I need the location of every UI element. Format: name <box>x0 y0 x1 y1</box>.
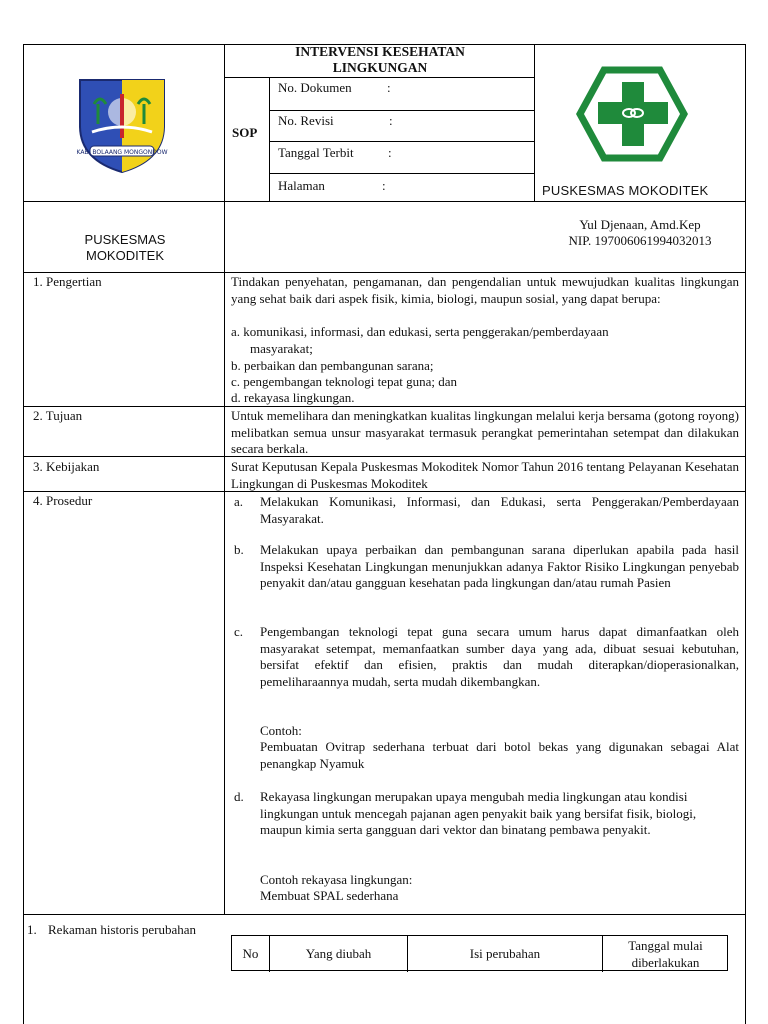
prosedur-marker-b: b. <box>234 542 244 557</box>
prosedur-item-c: Pengembangan teknologi tepat guna secara umum harus dapat dimanfaatkan oleh masyarakat setempat, memanfaatkan sumber daya yang ada, dibuat sesuai kebutuhan, bersifat efektif dan efisien, praktis dan mudah diterapkan/dioperasionalkan, pemeliharaannya mudah, serta mudah dikembangkan. <box>260 624 739 689</box>
signer-name: Yul Djenaan, Amd.Kep <box>579 217 701 232</box>
field-halaman: Halaman <box>278 178 325 193</box>
prosedur-marker-c: c. <box>234 624 244 639</box>
rekaman-num: 1. <box>27 922 37 937</box>
field-no-dokumen: No. Dokumen <box>278 80 352 95</box>
prosedur-item-a: Melakukan Komunikasi, Informasi, dan Edukasi, serta Penggerakan/Pemberdayaan Masyarakat. <box>260 494 739 526</box>
prosedur-contoh-d-label: Contoh rekayasa lingkungan: <box>260 872 413 887</box>
revision-table <box>231 935 728 971</box>
prosedur-marker-a: a. <box>234 494 244 509</box>
field-no-revisi-sep: : <box>389 113 393 128</box>
revision-col-tanggal: Tanggal mulai diberlakukan <box>628 938 703 970</box>
sop-label: SOP <box>232 125 258 140</box>
prosedur-item-d: Rekayasa lingkungan merupakan upaya mengubah media lingkungan atau kondisi lingkungan untuk mencegah pajanan agen penyakit baik yang bersifat fisik, biologi, maupun kimia serta gangguan dari vektor dan binatang pembawa penyakit. <box>260 789 697 837</box>
pengertian-text: Tindakan penyehatan, pengamanan, dan pengendalian untuk mewujudkan kualitas lingkungan yang sehat baik dari aspek fisik, kimia, biologi, maupun sosial, yang dapat berupa: <box>231 274 739 306</box>
field-tanggal-terbit: Tanggal Terbit <box>278 145 354 160</box>
prosedur-marker-d: d. <box>234 789 244 804</box>
revision-col-yang-diubah: Yang diubah <box>305 946 372 961</box>
field-halaman-sep: : <box>382 178 386 193</box>
kebijakan-text: Surat Keputusan Kepala Puskesmas Mokoditek Nomor Tahun 2016 tentang Pelayanan Kesehatan Lingkungan di Puskesmas Mokoditek <box>231 459 739 491</box>
puskesmas-name-header: PUSKESMAS MOKODITEK <box>542 183 709 198</box>
rekaman-label: Rekaman historis perubahan <box>48 922 197 937</box>
prosedur-contoh-c: Pembuatan Ovitrap sederhana terbuat dari botol bekas yang digunakan sebagai Alat penangkap Nyamuk <box>260 739 739 771</box>
revision-col-isi: Isi perubahan <box>469 946 541 961</box>
pengertian-item-b: b. perbaikan dan pembangunan sarana; <box>231 358 434 373</box>
field-tanggal-terbit-sep: : <box>388 145 392 160</box>
pengertian-item-d: d. rekayasa lingkungan. <box>231 390 355 405</box>
section-label-tujuan: 2. Tujuan <box>33 408 83 423</box>
field-no-revisi: No. Revisi <box>278 113 334 128</box>
section-label-prosedur: 4. Prosedur <box>33 493 93 508</box>
puskesmas-logo <box>576 66 688 162</box>
regional-logo <box>72 74 172 174</box>
tujuan-text: Untuk memelihara dan meningkatkan kualitas lingkungan melalui kerja bersama (gotong royong) melibatkan semua unsur masyarakat termasuk perangkat pemerintahan setempat dan dilakukan secara berkala. <box>231 408 739 456</box>
section-label-pengertian: 1. Pengertian <box>33 274 102 289</box>
section-label-kebijakan: 3. Kebijakan <box>33 459 100 474</box>
page-title: INTERVENSI KESEHATAN LINGKUNGAN <box>295 44 465 75</box>
pengertian-item-a: a. komunikasi, informasi, dan edukasi, serta penggerakan/pemberdayaan <box>231 324 609 339</box>
pengertian-item-c: c. pengembangan teknologi tepat guna; dan <box>231 374 457 389</box>
logo-banner: KAB. BOLAANG MONGONDOW <box>76 149 168 156</box>
signer-nip: NIP. 197006061994032013 <box>568 233 712 248</box>
revision-col-no: No <box>242 946 259 961</box>
field-no-dokumen-sep: : <box>387 80 391 95</box>
pengertian-item-a-cont: masyarakat; <box>250 341 313 356</box>
prosedur-item-b: Melakukan upaya perbaikan dan pembangunan sarana diperlukan apabila pada hasil Inspeksi Kesehatan Lingkungan menunjukkan adanya Faktor Risiko Lingkungan penyebab penyakit dan/atau gangguan kesehatan pada lingkungan dan/atau rumah Pasien <box>260 542 739 590</box>
puskesmas-label: PUSKESMAS MOKODITEK <box>84 232 166 263</box>
prosedur-contoh-d: Membuat SPAL sederhana <box>260 888 399 903</box>
prosedur-contoh-c-label: Contoh: <box>260 723 302 738</box>
